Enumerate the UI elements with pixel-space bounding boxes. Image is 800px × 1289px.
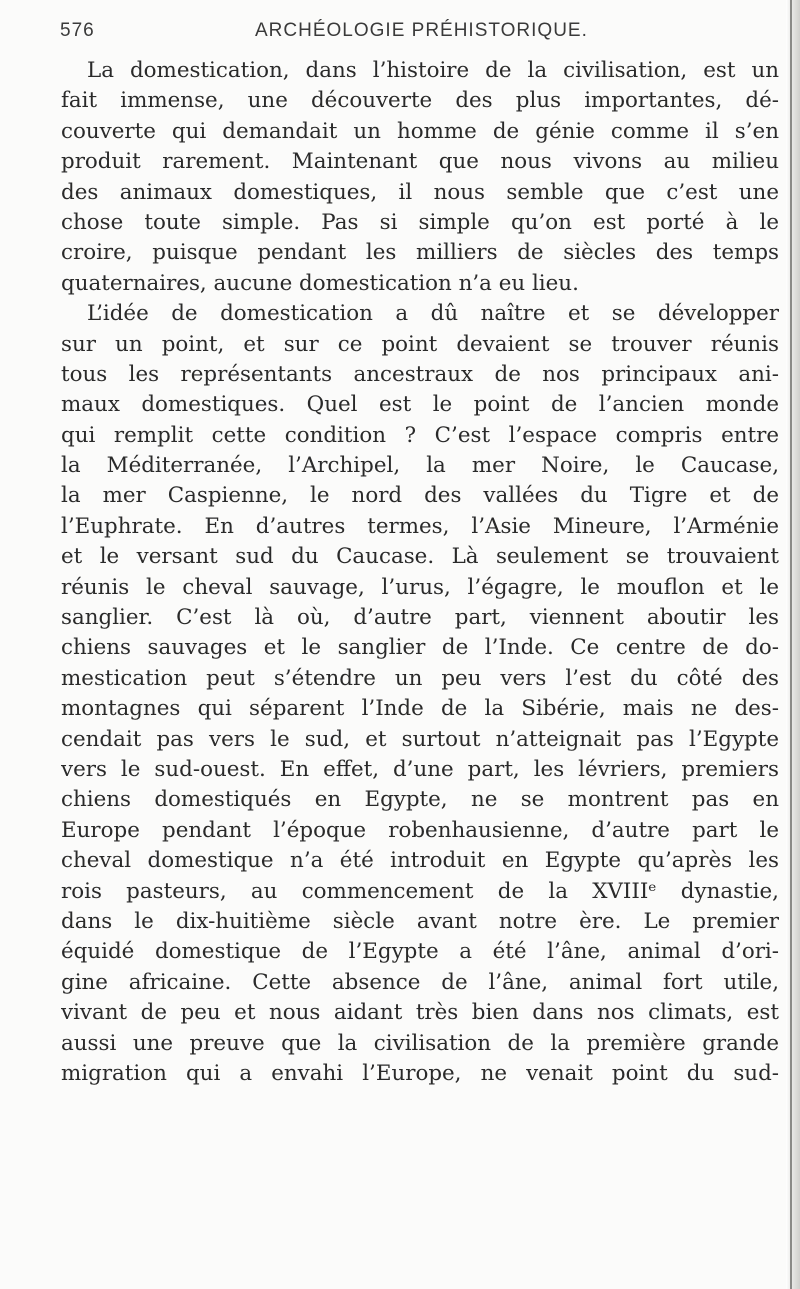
page-edge-rule [790, 0, 792, 1289]
text-line: vers le sud-ouest. En effet, d’une part, les lévriers, premiers [61, 756, 779, 782]
text-line: gine africaine. Cette absence de l’âne, animal fort utile, [61, 969, 779, 995]
text-line: la mer Caspienne, le nord des vallées du Tigre et de [61, 483, 779, 509]
text-line: croire, puisque pendant les milliers de siècles des temps [61, 240, 779, 266]
text-line: fait immense, une découverte des plus importantes, dé- [61, 88, 779, 114]
text-line: rois pasteurs, au commencement de la XVIIIᵉ dynastie, [61, 878, 779, 904]
text-line: mestication peut s’étendre un peu vers l’est du côté des [61, 665, 779, 691]
text-line: quaternaires, aucune domestication n’a eu lieu. [61, 270, 579, 296]
text-line: chiens sauvages et le sanglier de l’Inde. Ce centre de do- [61, 635, 779, 661]
text-line: et le versant sud du Caucase. Là seulement se trouvaient [61, 544, 779, 570]
running-title: ARCHÉOLOGIE PRÉHISTORIQUE. [255, 20, 588, 41]
text-line: migration qui a envahi l’Europe, ne venait point du sud- [61, 1060, 779, 1086]
text-line: Europe pendant l’époque robenhausienne, d’autre part le [61, 817, 779, 843]
text-line: des animaux domestiques, il nous semble que c’est une [61, 179, 779, 205]
text-line: vivant de peu et nous aidant très bien dans nos climats, est [61, 1000, 779, 1026]
text-line: sur un point, et sur ce point devaient se trouver réunis [61, 331, 779, 357]
body-text [61, 56, 779, 1089]
text-line: L’idée de domestication a dû naître et se développer [87, 301, 779, 327]
page-edge-shadow [786, 0, 800, 1289]
text-line: cendait pas vers le sud, et surtout n’atteignait pas l’Egypte [61, 726, 779, 752]
text-line: tous les représentants ancestraux de nos principaux ani- [61, 361, 779, 387]
text-line: la Méditerranée, l’Archipel, la mer Noire, le Caucase, [61, 453, 779, 479]
text-line: l’Euphrate. En d’autres termes, l’Asie Mineure, l’Arménie [61, 513, 779, 539]
text-line: maux domestiques. Quel est le point de l’ancien monde [61, 392, 779, 418]
page-number: 576 [60, 20, 95, 41]
text-line: couverte qui demandait un homme de génie comme il s’en [61, 118, 779, 144]
text-line: cheval domestique n’a été introduit en Egypte qu’après les [61, 848, 779, 874]
text-line: produit rarement. Maintenant que nous vivons au milieu [61, 149, 779, 175]
text-line: sanglier. C’est là où, d’autre part, viennent aboutir les [61, 605, 779, 631]
text-line: dans le dix-huitième siècle avant notre ère. Le premier [61, 908, 779, 934]
text-line: chose toute simple. Pas si simple qu’on est porté à le [61, 209, 779, 235]
text-line: La domestication, dans l’histoire de la civilisation, est un [87, 58, 779, 83]
text-line: qui remplit cette condition ? C’est l’espace compris entre [61, 422, 779, 448]
text-line: équidé domestique de l’Egypte a été l’âne, animal d’ori- [61, 939, 779, 965]
text-line: montagnes qui séparent l’Inde de la Sibérie, mais ne des- [61, 696, 779, 722]
text-line: réunis le cheval sauvage, l’urus, l’égagre, le mouflon et le [61, 574, 779, 600]
text-line: aussi une preuve que la civilisation de la première grande [61, 1030, 779, 1056]
page-header [60, 20, 770, 50]
text-line: chiens domestiqués en Egypte, ne se montrent pas en [61, 787, 779, 813]
